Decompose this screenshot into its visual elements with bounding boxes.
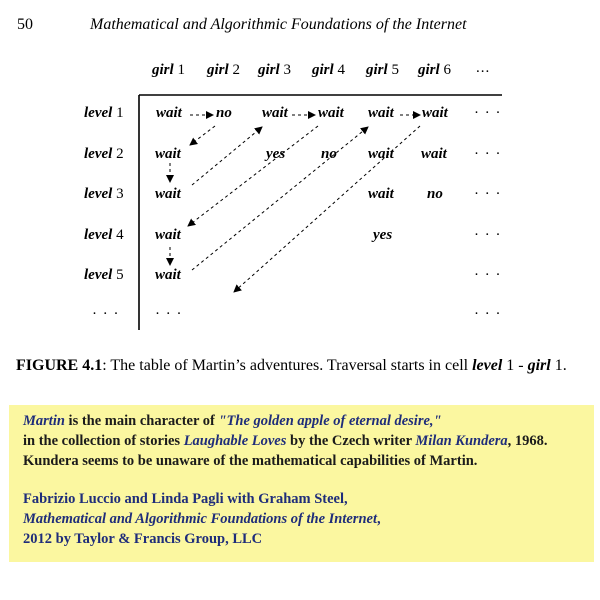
- row-label-level-1: level 1: [84, 105, 124, 121]
- row1-ellipsis: · · ·: [474, 105, 502, 121]
- cell-ellipsis-girl1: · · ·: [155, 306, 183, 322]
- citation-note-box: [9, 405, 594, 562]
- row3-ellipsis: · · ·: [474, 186, 502, 202]
- arrow-r3c1-r1c3: [192, 127, 262, 185]
- column-header-ellipsis: ...: [476, 60, 491, 76]
- cell-level1-girl6: wait: [422, 105, 448, 121]
- note-line-5: Mathematical and Algorithmic Foundations of the Internet,: [23, 511, 381, 527]
- cell-level3-girl1: wait: [155, 186, 181, 202]
- cell-level4-girl1: wait: [155, 227, 181, 243]
- page-number: 50: [17, 16, 33, 33]
- arrow-r1c4-r4c1: [188, 126, 318, 226]
- cell-level1-girl5: wait: [368, 105, 394, 121]
- column-header-girl-3: girl 3: [258, 62, 291, 78]
- cell-level1-girl4: wait: [318, 105, 344, 121]
- column-header-girl-5: girl 5: [366, 62, 399, 78]
- note-line-4: Fabrizio Luccio and Linda Pagli with Graham Steel,: [23, 491, 348, 507]
- column-header-girl-6: girl 6: [418, 62, 451, 78]
- row5-ellipsis: · · ·: [474, 267, 502, 283]
- row2-ellipsis: · · ·: [474, 146, 502, 162]
- cell-level3-girl5: wait: [368, 186, 394, 202]
- row6-ellipsis: · · ·: [474, 306, 502, 322]
- cell-level2-girl4: no: [321, 146, 337, 162]
- cell-level2-girl1: wait: [155, 146, 181, 162]
- row-label-ellipsis: · · ·: [92, 306, 120, 322]
- note-line-2: in the collection of stories Laughable Loves by the Czech writer Milan Kundera, 1968.: [23, 433, 548, 449]
- note-line-6: 2012 by Taylor & Francis Group, LLC: [23, 531, 263, 547]
- note-line-3: Kundera seems to be unaware of the mathematical capabilities of Martin.: [23, 453, 478, 469]
- running-head: Mathematical and Algorithmic Foundations of the Internet: [90, 16, 467, 33]
- note-line-1: Martin is the main character of "The golden apple of eternal desire,": [23, 413, 442, 429]
- cell-level1-girl2: no: [216, 105, 232, 121]
- cell-level5-girl1: wait: [155, 267, 181, 283]
- row-label-level-4: level 4: [84, 227, 124, 243]
- column-header-girl-4: girl 4: [312, 62, 345, 78]
- cell-level4-girl5: yes: [373, 227, 393, 243]
- cell-level2-girl5: wait: [368, 146, 394, 162]
- cell-level1-girl3: wait: [262, 105, 288, 121]
- row-label-level-5: level 5: [84, 267, 124, 283]
- row-label-level-3: level 3: [84, 186, 124, 202]
- cell-level2-girl3: yes: [266, 146, 286, 162]
- arrow-r1c2-r2c1: [190, 126, 215, 145]
- figure-caption: FIGURE 4.1: The table of Martin’s adventures. Traversal starts in cell level 1 - girl 1.: [16, 357, 567, 374]
- cell-level2-girl6: wait: [421, 146, 447, 162]
- cell-level3-girl6: no: [427, 186, 443, 202]
- row4-ellipsis: · · ·: [474, 227, 502, 243]
- cell-level1-girl1: wait: [156, 105, 182, 121]
- figure-label: FIGURE 4.1: [16, 357, 103, 374]
- row-label-level-2: level 2: [84, 146, 124, 162]
- column-header-girl-1: girl 1: [152, 62, 185, 78]
- column-header-girl-2: girl 2: [207, 62, 240, 78]
